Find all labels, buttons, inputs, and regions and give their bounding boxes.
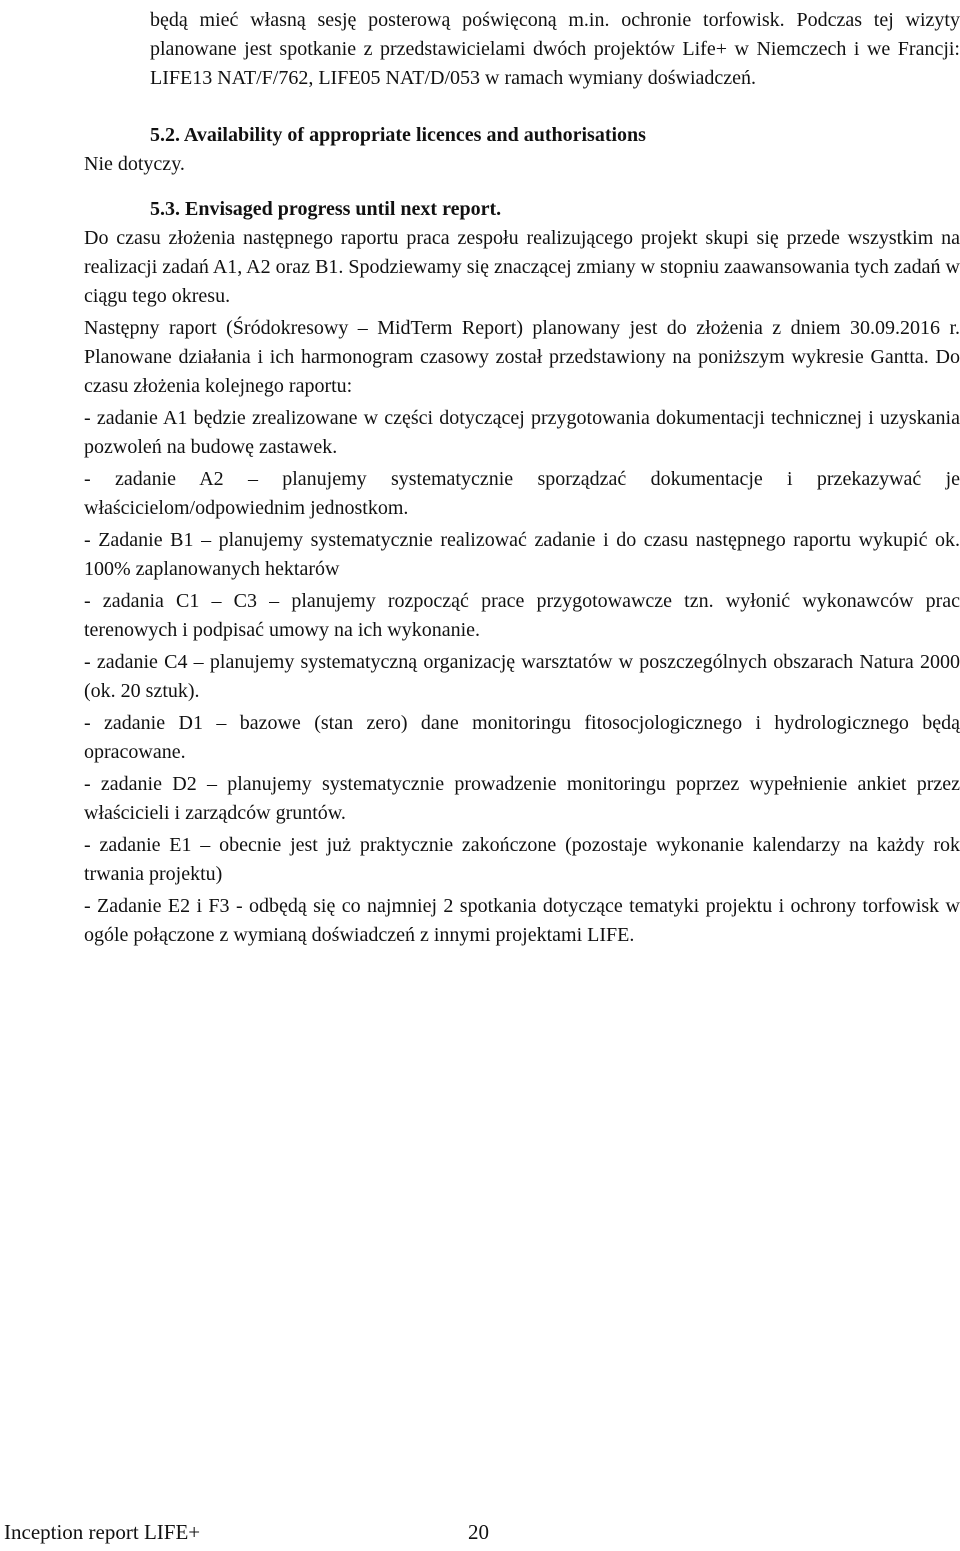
progress-paragraph: Do czasu złożenia następnego raportu praca zespołu realizującego projekt skupi się przede wszystkim na realizacji zadań A1, A2 oraz B1. Spodziewamy się znaczącej zmiany w stopniu zaawansowania tych zadań w ciągu tego okresu. [84, 227, 960, 307]
task-a2-item: - zadanie A2 – planujemy systematycznie sporządzać dokumentacje i przekazywać je właścicielom/odpowiednim jednostkom. [84, 468, 960, 519]
task-e1-item: - zadanie E1 – obecnie jest już praktycznie zakończone (pozostaje wykonanie kalendarzy na każdy rok trwania projektu) [84, 834, 960, 885]
page-number: 20 [468, 1520, 489, 1544]
task-d2-item: - zadanie D2 – planujemy systematycznie prowadzenie monitoringu poprzez wypełnienie ankiet przez właścicieli i zarządców gruntów. [84, 773, 960, 824]
task-b1-item: - Zadanie B1 – planujemy systematycznie realizować zadanie i do czasu następnego raportu wykupić ok. 100% zaplanowanych hektarów [84, 529, 960, 580]
section-5-3-body [84, 224, 960, 950]
task-a1-item: - zadanie A1 będzie zrealizowane w części dotyczącej przygotowania dokumentacji technicznej i uzyskania pozwoleń na budowę zastawek. [84, 407, 960, 458]
section-5-3-title: 5.3. Envisaged progress until next report. [150, 198, 502, 220]
intro-paragraph: będą mieć własną sesję posterową poświęconą m.in. ochronie torfowisk. Podczas tej wizyty planowane jest spotkanie z przedstawicielami dwóch projektów Life+ w Niemczech i we Francji: LIFE13 NAT/F/762, LIFE05 NAT/D/053 w ramach wymiany doświadczeń. [150, 9, 960, 89]
section-5-2-title: 5.2. Availability of appropriate licences and authorisations [150, 124, 646, 146]
footer-title: Inception report LIFE+ [4, 1520, 201, 1544]
task-d1-item: - zadanie D1 – bazowe (stan zero) dane monitoringu fitosocjologicznego i hydrologicznego będą opracowane. [84, 712, 960, 763]
task-e2-f3-item: - Zadanie E2 i F3 - odbędą się co najmniej 2 spotkania dotyczące tematyki projektu i ochrony torfowisk w ogóle połączone z wymianą doświadczeń z innymi projektami LIFE. [84, 895, 960, 946]
document-page [84, 0, 960, 953]
section-5-2-body [84, 150, 960, 179]
page-footer [4, 1520, 489, 1544]
task-c1-c3-item: - zadania C1 – C3 – planujemy rozpocząć prace przygotowawcze tzn. wyłonić wykonawców prac terenowych i podpisać umowy na ich wykonanie. [84, 590, 960, 641]
next-report-paragraph: Następny raport (Śródokresowy – MidTerm Report) planowany jest do złożenia z dniem 30.09.2016 r. Planowane działania i ich harmonogram czasowy został przedstawiony na poniższym wykresie Gantta. Do czasu złożenia kolejnego raportu: [84, 317, 960, 397]
task-c4-item: - zadanie C4 – planujemy systematyczną organizację warsztatów w poszczególnych obszarach Natura 2000 (ok. 20 sztuk). [84, 651, 960, 702]
section-5-2-text: Nie dotyczy. [84, 153, 185, 175]
